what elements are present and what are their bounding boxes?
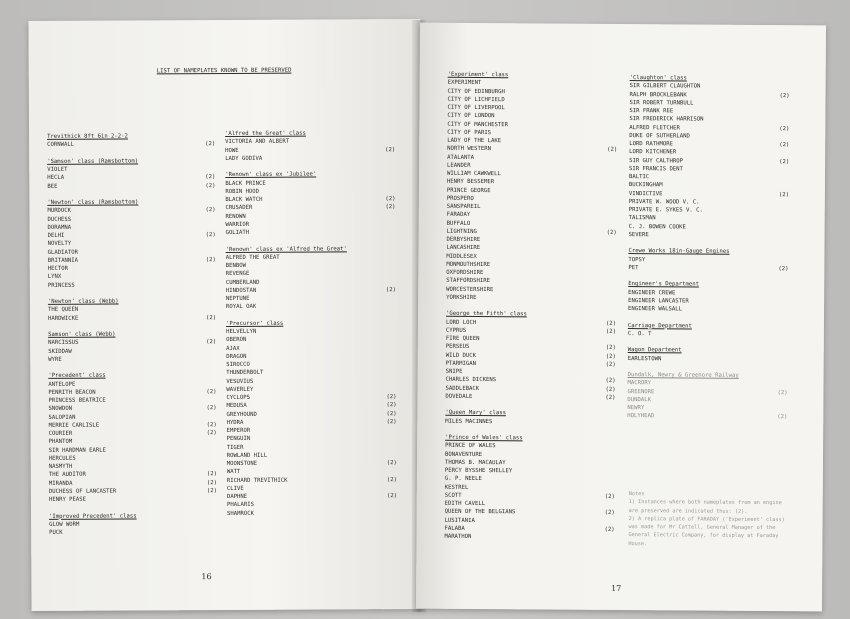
class-heading: 'Precedent' class	[48, 372, 106, 380]
nameplate-name: SCOTT	[444, 492, 462, 499]
both-plates-mark: (2)	[778, 191, 789, 198]
nameplate-name: CYCLOPS	[226, 394, 251, 401]
both-plates-mark: (2)	[386, 410, 397, 417]
nameplate-name: DERBYSHIRE	[446, 236, 481, 244]
nameplate-name: MACRORY	[627, 380, 652, 387]
both-plates-mark: (2)	[205, 232, 216, 239]
both-plates-mark: (2)	[606, 229, 617, 236]
nameplate-name: GOLIATH	[225, 229, 250, 237]
nameplate-name: PRIVATE W. WOOD V. C.	[628, 198, 700, 206]
nameplate-name: ENGINEER LANCASTER	[628, 297, 689, 305]
both-plates-mark: (2)	[604, 510, 615, 517]
nameplate-name: MURDOCK	[47, 208, 72, 215]
nameplate-name: ENGINEER CREWE	[628, 289, 676, 296]
nameplate-name: PRINCE OF WALES	[445, 443, 496, 450]
nameplate-name: MARATHON	[444, 533, 472, 540]
nameplate-name: MIRANDA	[48, 480, 73, 487]
nameplate-name: CITY OF LIVERPOOL	[447, 104, 505, 112]
both-plates-mark: (2)	[605, 378, 616, 385]
nameplate-name: FALABA	[444, 525, 465, 532]
class-heading: Dundalk, Newry & Greenore Railway	[627, 372, 739, 379]
notes-line: are preserved are indicated thus: (2).	[628, 507, 748, 515]
nameplate-name: DOVEDALE	[445, 393, 473, 400]
nameplate-name: PTARMIGAN	[445, 360, 477, 367]
both-plates-mark: (2)	[605, 386, 616, 393]
class-heading: 'Claughton' class	[629, 75, 687, 82]
notes-line: 1) Instances where both nameplates from an engine	[628, 499, 782, 507]
notes-block	[628, 490, 818, 549]
nameplate-name: HECLA	[47, 175, 65, 182]
nameplate-name: EARLESTOWN	[627, 355, 662, 362]
nameplate-name: WILD DUCK	[445, 352, 477, 359]
nameplate-name: PROSPERO	[446, 195, 474, 202]
nameplate-name: ALFRED FLETCHER	[629, 124, 680, 131]
nameplate-name: COURIER	[48, 430, 73, 437]
nameplate-name: HOWE	[225, 147, 239, 154]
nameplate-name: CRUSADER	[225, 205, 253, 212]
nameplate-name: BLACK WATCH	[225, 196, 263, 204]
nameplate-name: ALFRED THE GREAT	[225, 254, 280, 261]
nameplate-row	[629, 231, 805, 240]
nameplate-name: EXPERIMENT	[447, 80, 482, 87]
nameplate-name: SHAMROCK	[227, 510, 255, 517]
nameplate-name: ROWLAND HILL	[226, 452, 268, 459]
nameplate-name: PRIVATE E. SYKES V. C.	[628, 207, 703, 214]
nameplate-name: SIR ROBERT TURNBULL	[629, 99, 694, 107]
both-plates-mark: (2)	[386, 493, 398, 500]
notes-line: 2) A replica plate of FARADAY ('Experiment' class)	[628, 515, 785, 523]
nameplate-name: ENGINEER WALSALL	[628, 306, 682, 313]
nameplate-name: SIR HARDMAN EARLE	[48, 447, 106, 454]
both-plates-mark: (2)	[386, 460, 397, 467]
class-heading: 'Experiment' class	[447, 71, 509, 79]
nameplate-name: THE QUEEN	[47, 307, 79, 314]
nameplate-row	[49, 495, 219, 504]
nameplate-name: RALPH BROCKLEBANK	[629, 91, 687, 98]
nameplate-name: MILES MACINNES	[445, 418, 493, 425]
both-plates-mark: (2)	[779, 142, 790, 149]
nameplate-name: GLOW WORM	[49, 521, 80, 528]
notes-line: was made for Mr Cattell, General Manager of the	[628, 524, 776, 532]
list-title: LIST OF NAMEPLATES KNOWN TO BE PRESERVED	[156, 67, 292, 75]
nameplate-name: BALTIC	[628, 174, 650, 181]
nameplate-name: PERCY BYSSHE SHELLEY	[444, 467, 513, 475]
both-plates-mark: (2)	[605, 320, 617, 327]
nameplate-name: RICHARD TREVITHICK	[226, 477, 288, 484]
class-heading: 'Newton' class (Webb)	[47, 298, 119, 305]
class-heading: 'Samson' class (Ramsbottom)	[47, 158, 139, 165]
nameplate-name: VINDICTIVE	[628, 190, 663, 197]
nameplate-name: ROBIN HOOD	[225, 188, 260, 195]
both-plates-mark: (2)	[206, 339, 217, 346]
nameplate-name: BONAVENTURE	[445, 451, 483, 458]
nameplate-name: BUCKINGHAM	[628, 182, 663, 189]
nameplate-name: WARRIOR	[225, 221, 250, 228]
nameplate-name: TALISMAN	[628, 215, 656, 222]
both-plates-mark: (2)	[386, 418, 397, 425]
nameplate-name: LEANDER	[447, 162, 471, 169]
nameplate-name: HINDOSTAN	[225, 287, 257, 294]
nameplate-row	[48, 314, 218, 323]
nameplate-name: BEE	[47, 183, 58, 190]
nameplate-name: HECTOR	[47, 265, 68, 272]
nameplate-name: CITY OF LICHFIELD	[447, 96, 505, 103]
nameplate-name: PUCK	[49, 529, 63, 536]
right-page-column-2	[627, 74, 805, 422]
both-plates-mark: (2)	[605, 361, 616, 368]
nameplate-name: NEPTUNE	[225, 295, 250, 303]
nameplate-name: WORCESTERSHIRE	[446, 286, 494, 293]
nameplate-name: C. O. T	[627, 330, 652, 337]
both-plates-mark: (2)	[206, 421, 217, 428]
nameplate-name: FIRE QUEEN	[445, 335, 480, 343]
nameplate-name: BENBOW	[225, 262, 246, 270]
nameplate-name: SIR GILBERT CLAUGHTON	[629, 83, 701, 90]
nameplate-row	[628, 264, 804, 273]
nameplate-row	[628, 330, 804, 339]
nameplate-name: VESUVIUS	[226, 378, 254, 385]
nameplate-name: MIDDLESEX	[446, 253, 477, 260]
class-heading: 'Improved Precedent' class	[49, 512, 137, 520]
nameplate-name: RENOWN	[225, 213, 246, 220]
both-plates-mark: (2)	[605, 353, 616, 360]
left-page	[28, 19, 423, 611]
notes-heading: Notes	[628, 491, 645, 498]
nameplate-name: SANSPAREIL	[446, 203, 481, 211]
nameplate-name: NARCISSUS	[48, 340, 79, 347]
nameplate-name: KESTREL	[444, 484, 469, 491]
nameplate-name: LORD RATHMORE	[629, 141, 674, 148]
nameplate-name: LORD KITCHENER	[629, 149, 677, 156]
notes-line: General Electric Company, for display at Faraday	[628, 532, 779, 540]
page-number-right: 17	[611, 583, 622, 594]
nameplate-name: GREENORE	[627, 388, 655, 395]
nameplate-name: AJAX	[226, 345, 240, 352]
both-plates-mark: (2)	[206, 388, 217, 395]
class-heading: 'Newton' class (Ramsbottom)	[47, 199, 139, 206]
nameplate-name: SIR FREDERICK HARRISON	[629, 116, 704, 123]
right-page	[416, 23, 826, 612]
both-plates-mark: (2)	[605, 394, 616, 401]
nameplate-row	[227, 509, 392, 518]
nameplate-row	[627, 412, 803, 421]
both-plates-mark: (2)	[385, 146, 396, 153]
nameplate-row	[225, 154, 390, 163]
both-plates-mark: (2)	[604, 526, 615, 533]
nameplate-name: EMPEROR	[226, 427, 251, 434]
nameplate-name: CHARLES DICKENS	[445, 377, 497, 384]
nameplate-name: LANCASHIRE	[446, 245, 481, 252]
nameplate-name: SNOWDON	[48, 406, 73, 413]
nameplate-name: G. P. NEELE	[444, 476, 482, 483]
nameplate-name: LADY OF THE LAKE	[447, 137, 502, 145]
both-plates-mark: (2)	[777, 414, 788, 421]
nameplate-name: WYRE	[48, 356, 62, 363]
nameplate-name: PRINCESS BEATRICE	[48, 397, 106, 404]
class-heading: 'Precursor' class	[226, 320, 284, 327]
nameplate-name: HERCULES	[48, 455, 76, 462]
class-heading: 'George the Fifth' class	[445, 311, 527, 318]
nameplate-name: SKIDDAW	[48, 348, 72, 355]
both-plates-mark: (2)	[604, 493, 615, 500]
left-page-column-2	[225, 129, 398, 518]
both-plates-mark: (2)	[779, 125, 790, 132]
nameplate-name: WILLIAM CAWKWELL	[446, 170, 501, 178]
nameplate-name: ANTELOPE	[48, 381, 76, 388]
class-heading: 'Renown' class ex 'Alfred the Great'	[225, 245, 347, 253]
nameplate-name: WATT	[226, 469, 241, 476]
nameplate-name: MEDUSA	[226, 403, 247, 410]
nameplate-row	[445, 393, 621, 402]
nameplate-name: MONMOUTHSHIRE	[446, 261, 491, 268]
nameplate-name: BRITANNIA	[47, 257, 79, 264]
class-heading: Crewe Works 18in-Gauge Engines	[628, 248, 730, 256]
nameplate-name: OBERON	[226, 337, 247, 344]
nameplate-name: CUMBERLAND	[225, 279, 260, 286]
nameplate-name: CLIVE	[226, 485, 244, 492]
both-plates-mark: (2)	[607, 147, 618, 154]
nameplate-name: DAPHNE	[226, 493, 248, 500]
both-plates-mark: (2)	[205, 174, 216, 181]
both-plates-mark: (2)	[205, 182, 216, 189]
both-plates-mark: (2)	[206, 430, 217, 437]
nameplate-row	[444, 533, 620, 542]
nameplate-name: PHANTOM	[48, 439, 73, 446]
nameplate-name: CITY OF PARIS	[447, 129, 492, 136]
nameplate-name: GREYHOUND	[226, 411, 257, 418]
nameplate-name: THE AUDITOR	[48, 471, 86, 479]
nameplate-row	[628, 355, 804, 364]
nameplate-name: SIROCCO	[226, 361, 250, 368]
nameplate-name: THOMAS B. MACAULAY	[444, 459, 506, 466]
both-plates-mark: (2)	[605, 345, 616, 352]
nameplate-name: QUEEN OF THE BELGIANS	[444, 509, 516, 516]
class-heading: 'Alfred the Great' class	[225, 130, 306, 138]
nameplate-row	[47, 140, 217, 149]
both-plates-mark: (2)	[206, 479, 218, 486]
nameplate-name: GLADIATOR	[47, 249, 78, 256]
both-plates-mark: (2)	[206, 471, 217, 478]
nameplate-name: LADY GODIVA	[225, 155, 263, 162]
page-number-left: 16	[201, 572, 212, 582]
both-plates-mark: (2)	[385, 204, 396, 211]
nameplate-row	[628, 305, 804, 314]
class-heading: 'Queen Mary' class	[445, 410, 506, 417]
nameplate-name: SALOPIAN	[48, 414, 76, 421]
nameplate-name: LYNX	[47, 274, 62, 281]
nameplate-name: WAVERLEY	[226, 386, 254, 393]
nameplate-name: TIGER	[226, 444, 244, 451]
nameplate-row	[446, 294, 622, 303]
nameplate-name: CORNWALL	[47, 142, 75, 149]
nameplate-name: FARADAY	[446, 212, 471, 219]
notes-line: House.	[628, 540, 648, 547]
both-plates-mark: (2)	[205, 314, 217, 321]
both-plates-mark: (2)	[206, 405, 217, 412]
both-plates-mark: (2)	[386, 394, 397, 401]
nameplate-name: DUCHESS	[47, 216, 72, 223]
nameplate-name: C. J. BOWEN COOKE	[628, 223, 686, 230]
both-plates-mark: (2)	[778, 265, 789, 272]
both-plates-mark: (2)	[205, 207, 216, 214]
nameplate-name: SIR FRANK REE	[629, 108, 674, 115]
nameplate-name: LIGHTNING	[446, 228, 477, 235]
nameplate-name: HOLYHEAD	[627, 413, 655, 420]
nameplate-name: NASMYTH	[48, 463, 73, 470]
nameplate-name: EDITH CAVELL	[444, 500, 486, 508]
both-plates-mark: (2)	[777, 389, 788, 396]
right-page-column-1	[444, 71, 623, 542]
nameplate-name: VICTORIA AND ALBERT	[225, 138, 290, 146]
nameplate-name: DRAGON	[226, 353, 247, 360]
both-plates-mark: (2)	[386, 476, 397, 483]
nameplate-name: VIOLET	[47, 166, 68, 173]
nameplate-name: HENRY BESSEMER	[446, 179, 495, 186]
nameplate-name: OXFORDSHIRE	[446, 269, 484, 277]
nameplate-name: REVENGE	[225, 271, 250, 278]
class-heading: Engineer's Department	[628, 281, 699, 288]
nameplate-name: PRINCESS	[47, 282, 75, 289]
nameplate-row	[226, 302, 391, 311]
nameplate-name: LUSITANIA	[444, 517, 475, 524]
nameplate-row	[47, 182, 217, 191]
both-plates-mark: (2)	[386, 402, 397, 409]
nameplate-name: SNIPE	[445, 368, 463, 375]
nameplate-name: DUCHESS OF LANCASTER	[48, 488, 117, 495]
nameplate-name: DELHI	[47, 232, 65, 239]
nameplate-name: HELVELLYN	[226, 328, 257, 335]
nameplate-name: TOPSY	[628, 256, 646, 263]
nameplate-name: DUNDALK	[627, 396, 652, 403]
both-plates-mark: (2)	[385, 196, 396, 203]
nameplate-name: HARDWICKE	[47, 315, 79, 322]
nameplate-name: THUNDERBOLT	[226, 370, 264, 377]
nameplate-row	[48, 281, 218, 290]
nameplate-name: CITY OF MANCHESTER	[447, 121, 508, 128]
nameplate-row	[226, 228, 391, 237]
class-heading: 'Renown' class ex 'Jubilee'	[225, 171, 317, 179]
nameplate-name: DUKE OF SUTHERLAND	[629, 132, 690, 140]
nameplate-name: PENGUIN	[226, 436, 251, 443]
nameplate-name: CITY OF LONDON	[447, 113, 495, 120]
nameplate-name: ATALANTA	[447, 154, 475, 161]
nameplate-name: HENRY PEASE	[48, 496, 87, 503]
class-heading: Samson' class (Webb)	[48, 331, 116, 338]
nameplate-row	[445, 417, 621, 426]
nameplate-row	[49, 528, 219, 537]
nameplate-name: LORD LOCH	[445, 319, 477, 326]
both-plates-mark: (2)	[385, 286, 396, 293]
nameplate-name: STAFFORDSHIRE	[446, 278, 491, 285]
both-plates-mark: (2)	[779, 158, 790, 165]
nameplate-name: BLACK PRINCE	[225, 180, 266, 187]
nameplate-name: PENRITH BEACON	[48, 389, 96, 396]
nameplate-name: MERRIE CARLISLE	[48, 422, 100, 429]
nameplate-row	[48, 355, 218, 364]
nameplate-name: HYDRA	[226, 419, 244, 426]
nameplate-name: SIR FRANCIS DENT	[629, 165, 683, 173]
nameplate-name: CYPRUS	[445, 327, 467, 334]
nameplate-name: SIR GUY CALTHROP	[629, 157, 684, 164]
nameplate-name: SEVERE	[628, 231, 649, 238]
class-heading: Carriage Department	[627, 322, 692, 329]
nameplate-name: SADDLEBACK	[445, 385, 480, 392]
both-plates-mark: (2)	[206, 487, 218, 494]
nameplate-name: PET	[628, 264, 639, 271]
both-plates-mark: (2)	[779, 92, 790, 99]
nameplate-name: MOONSTONE	[226, 460, 258, 467]
nameplate-name: PERSEUS	[445, 344, 470, 351]
class-heading: Trevithick 8ft 6in 2-2-2	[47, 133, 128, 140]
nameplate-name: ROYAL OAK	[225, 304, 257, 311]
nameplate-name: CITY OF EDINBURGH	[447, 88, 505, 95]
left-page-column-1	[47, 132, 219, 537]
both-plates-mark: (2)	[205, 141, 216, 148]
class-heading: Wagon Department	[627, 347, 682, 354]
nameplate-name: NOVELTY	[47, 241, 72, 248]
nameplate-name: PRINCE GEORGE	[446, 187, 491, 194]
nameplate-name: DORAMNA	[47, 224, 72, 231]
both-plates-mark: (2)	[205, 256, 216, 263]
nameplate-name: PHALARIS	[226, 502, 254, 509]
nameplate-name: YORKSHIRE	[446, 294, 477, 301]
nameplate-name: NEWRY	[627, 405, 645, 412]
both-plates-mark: (2)	[605, 328, 617, 335]
nameplate-name: BUFFALO	[446, 220, 471, 227]
class-heading: 'Prince of Wales' class	[445, 434, 523, 442]
nameplate-name: NORTH WESTERN	[447, 146, 491, 153]
